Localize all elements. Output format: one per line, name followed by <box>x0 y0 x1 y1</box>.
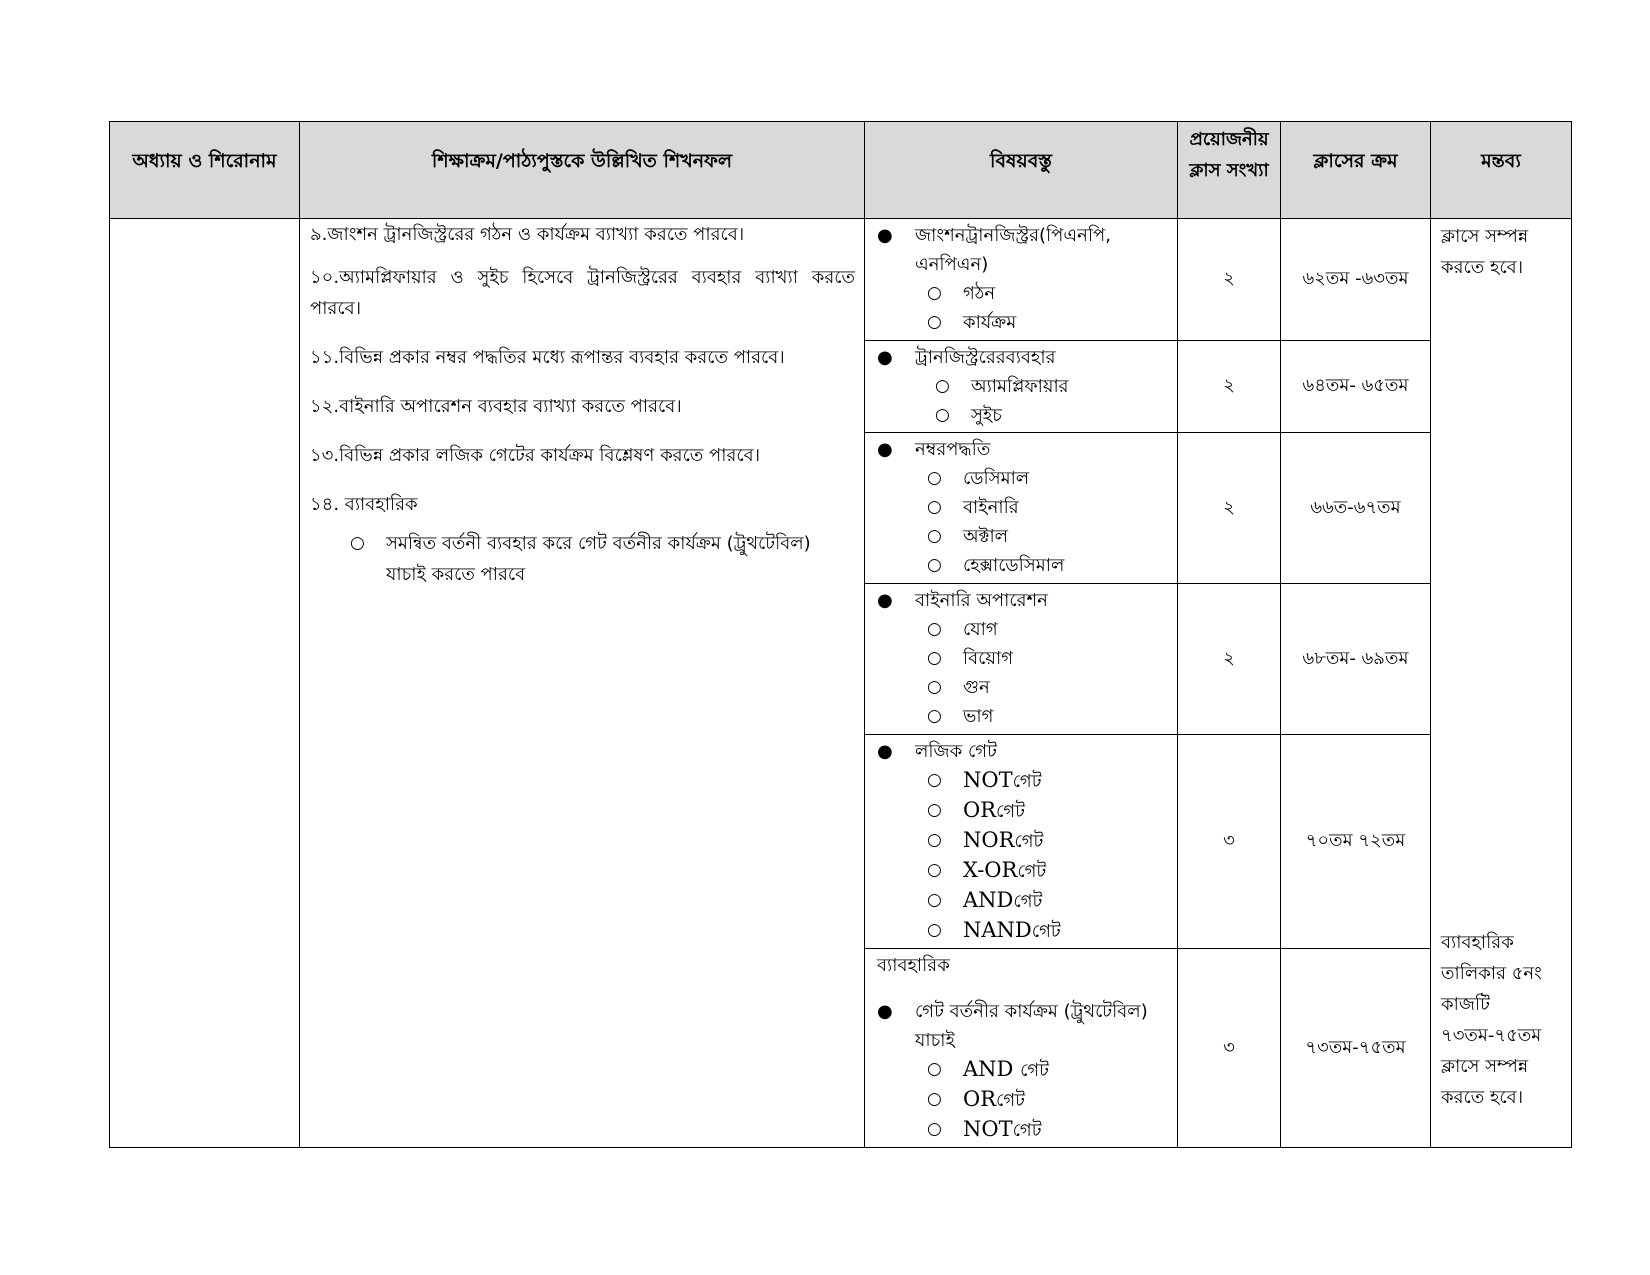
circle-bullet-icon: ○ <box>350 533 365 553</box>
content-subitem: বাইনারি <box>963 497 1019 518</box>
circle-bullet-icon: ○ <box>927 555 942 575</box>
gate-suffix: গেট <box>1031 921 1061 942</box>
header-row <box>110 122 1572 219</box>
lesson-plan-table <box>109 121 1572 1148</box>
class-order: ৬৪তম- ৬৫তম <box>1281 341 1431 433</box>
gate-name: NOR <box>963 828 1015 852</box>
gate-name: AND <box>963 1057 1021 1081</box>
circle-bullet-icon: ○ <box>927 770 942 790</box>
header-classes-needed: প্রয়োজনীয় ক্লাস সংখ্যা <box>1178 122 1281 219</box>
circle-bullet-icon: ○ <box>935 376 950 396</box>
bullet-icon: ● <box>877 741 893 762</box>
gate-suffix: গেট <box>1014 831 1044 852</box>
outcome-13: ১৩.বিভিন্ন প্রকার লজিক গেটের কার্যক্রম বিশ্লেষণ করতে পারবে। <box>310 445 761 466</box>
header-chapter: অধ্যায় ও শিরোনাম <box>110 122 300 219</box>
content-subitem: হেক্সাডেসিমাল <box>963 555 1065 576</box>
bullet-icon: ● <box>877 347 893 368</box>
content-cell-1 <box>865 219 1178 341</box>
circle-bullet-icon: ○ <box>927 800 942 820</box>
content-subitem: গঠন <box>963 283 996 304</box>
gate-name: AND <box>963 888 1014 912</box>
class-order: ৬৮তম- ৬৯তম <box>1281 584 1431 735</box>
circle-bullet-icon: ○ <box>927 526 942 546</box>
bullet-icon: ● <box>877 439 893 460</box>
content-cell-4 <box>865 584 1178 735</box>
circle-bullet-icon: ○ <box>927 283 942 303</box>
gate-name: NAND <box>963 918 1032 942</box>
bullet-icon: ● <box>877 590 893 611</box>
outcome-9: ৯.জাংশন ট্রানজিস্ট্ররের গঠন ও কার্যক্রম ব্যাখ্যা করতে পারবে। <box>310 224 745 245</box>
content-cell-2 <box>865 341 1178 433</box>
circle-bullet-icon: ○ <box>927 1119 942 1139</box>
circle-bullet-icon: ○ <box>927 1059 942 1079</box>
classes-count: ৩ <box>1178 735 1281 949</box>
content-item: বাইনারি অপারেশন <box>915 590 1048 611</box>
practical-heading: ব্যাবহারিক <box>877 955 950 976</box>
content-cell-3 <box>865 433 1178 584</box>
circle-bullet-icon: ○ <box>927 706 942 726</box>
content-item: নম্বরপদ্ধতি <box>915 439 991 460</box>
gate-suffix: গেট <box>996 1090 1025 1111</box>
remark-top: ক্লাসে সম্পন্ন করতে হবে। <box>1441 226 1529 278</box>
circle-bullet-icon: ○ <box>927 1089 942 1109</box>
circle-bullet-icon: ○ <box>927 830 942 850</box>
classes-count: ২ <box>1178 219 1281 341</box>
gate-name: X-OR <box>963 858 1018 882</box>
class-order: ৭০তম ৭২তম <box>1281 735 1431 949</box>
content-subitem: সুইচ <box>971 405 1002 426</box>
content-cell-6 <box>865 949 1178 1148</box>
circle-bullet-icon: ○ <box>927 890 942 910</box>
outcome-10: ১০.অ্যামপ্লিফায়ার ও সুইচ হিসেবে ট্রানজিস্ট্ররের ব্যবহার ব্যাখ্যা করতে পারবে। <box>310 267 855 319</box>
gate-suffix: গেট <box>996 801 1025 822</box>
circle-bullet-icon: ○ <box>927 468 942 488</box>
content-subitem: ডেসিমাল <box>963 468 1030 489</box>
content-item: ট্রানজিস্ট্ররেরব্যবহার <box>915 347 1056 368</box>
bullet-icon: ● <box>877 1001 893 1022</box>
outcome-11: ১১.বিভিন্ন প্রকার নম্বর পদ্ধতির মধ্যে রূপান্তর ব্যবহার করতে পারবে। <box>310 347 785 368</box>
content-subitem: বিয়োগ <box>963 648 1014 669</box>
circle-bullet-icon: ○ <box>927 619 942 639</box>
outcome-14-sub <box>350 528 855 590</box>
circle-bullet-icon: ○ <box>927 497 942 517</box>
remarks-cell <box>1431 219 1572 1148</box>
remark-bottom: ব্যাবহারিক তালিকার ৫নং কাজটি ৭৩তম-৭৫তম ক্লাসে সম্পন্ন করতে হবে। <box>1441 932 1542 1108</box>
content-subitem: ভাগ <box>963 706 994 727</box>
chapter-cell <box>110 219 300 1148</box>
circle-bullet-icon: ○ <box>927 312 942 332</box>
content-subitem: অক্টাল <box>963 526 1009 547</box>
circle-bullet-icon: ○ <box>927 677 942 697</box>
circle-bullet-icon: ○ <box>927 920 942 940</box>
content-subitem: যোগ <box>963 619 998 640</box>
gate-suffix: গেট <box>1020 1060 1049 1081</box>
content-item: জাংশনট্রানজিস্ট্রর(পিএনপি, এনপিএন) <box>915 225 1111 275</box>
circle-bullet-icon: ○ <box>927 860 942 880</box>
header-content: বিষয়বস্তু <box>865 122 1178 219</box>
header-remarks: মন্তব্য <box>1431 122 1572 219</box>
header-class-order: ক্লাসের ক্রম <box>1281 122 1431 219</box>
gate-name: NOT <box>963 768 1013 792</box>
class-order: ৬৬ত-৬৭তম <box>1281 433 1431 584</box>
content-subitem: গুন <box>963 677 990 698</box>
outcomes-cell <box>300 219 865 1148</box>
gate-name: OR <box>963 1087 997 1111</box>
content-item: লজিক গেট <box>915 741 997 762</box>
header-outcomes: শিক্ষাক্রম/পাঠ্যপুস্তকে উল্লিখিত শিখনফল <box>300 122 865 219</box>
gate-name: OR <box>963 798 997 822</box>
outcome-14-sub-text: সমন্বিত বর্তনী ব্যবহার করে গেট বর্তনীর কার্যক্রম (ট্রুথটেবিল) যাচাই করতে পারবে <box>386 533 811 585</box>
classes-count: ৩ <box>1178 949 1281 1148</box>
content-subitem: অ্যামপ্লিফায়ার <box>971 376 1069 397</box>
class-order: ৭৩তম-৭৫তম <box>1281 949 1431 1148</box>
gate-suffix: গেট <box>1012 771 1042 792</box>
classes-count: ২ <box>1178 433 1281 584</box>
classes-count: ২ <box>1178 341 1281 433</box>
table-row <box>110 219 1572 341</box>
gate-suffix: গেট <box>1012 1120 1042 1141</box>
class-order: ৬২তম -৬৩তম <box>1281 219 1431 341</box>
content-subitem: কার্যক্রম <box>963 312 1017 333</box>
bullet-icon: ● <box>877 225 893 246</box>
gate-suffix: গেট <box>1013 891 1043 912</box>
classes-count: ২ <box>1178 584 1281 735</box>
content-item: গেট বর্তনীর কার্যক্রম (ট্রুথটেবিল) যাচাই <box>915 1001 1148 1051</box>
gate-suffix: গেট <box>1017 861 1047 882</box>
content-cell-5 <box>865 735 1178 949</box>
outcome-14: ১৪. ব্যাবহারিক <box>310 494 418 515</box>
circle-bullet-icon: ○ <box>935 405 950 425</box>
outcome-12: ১২.বাইনারি অপারেশন ব্যবহার ব্যাখ্যা করতে পারবে। <box>310 396 682 417</box>
circle-bullet-icon: ○ <box>927 648 942 668</box>
gate-name: NOT <box>963 1117 1013 1141</box>
